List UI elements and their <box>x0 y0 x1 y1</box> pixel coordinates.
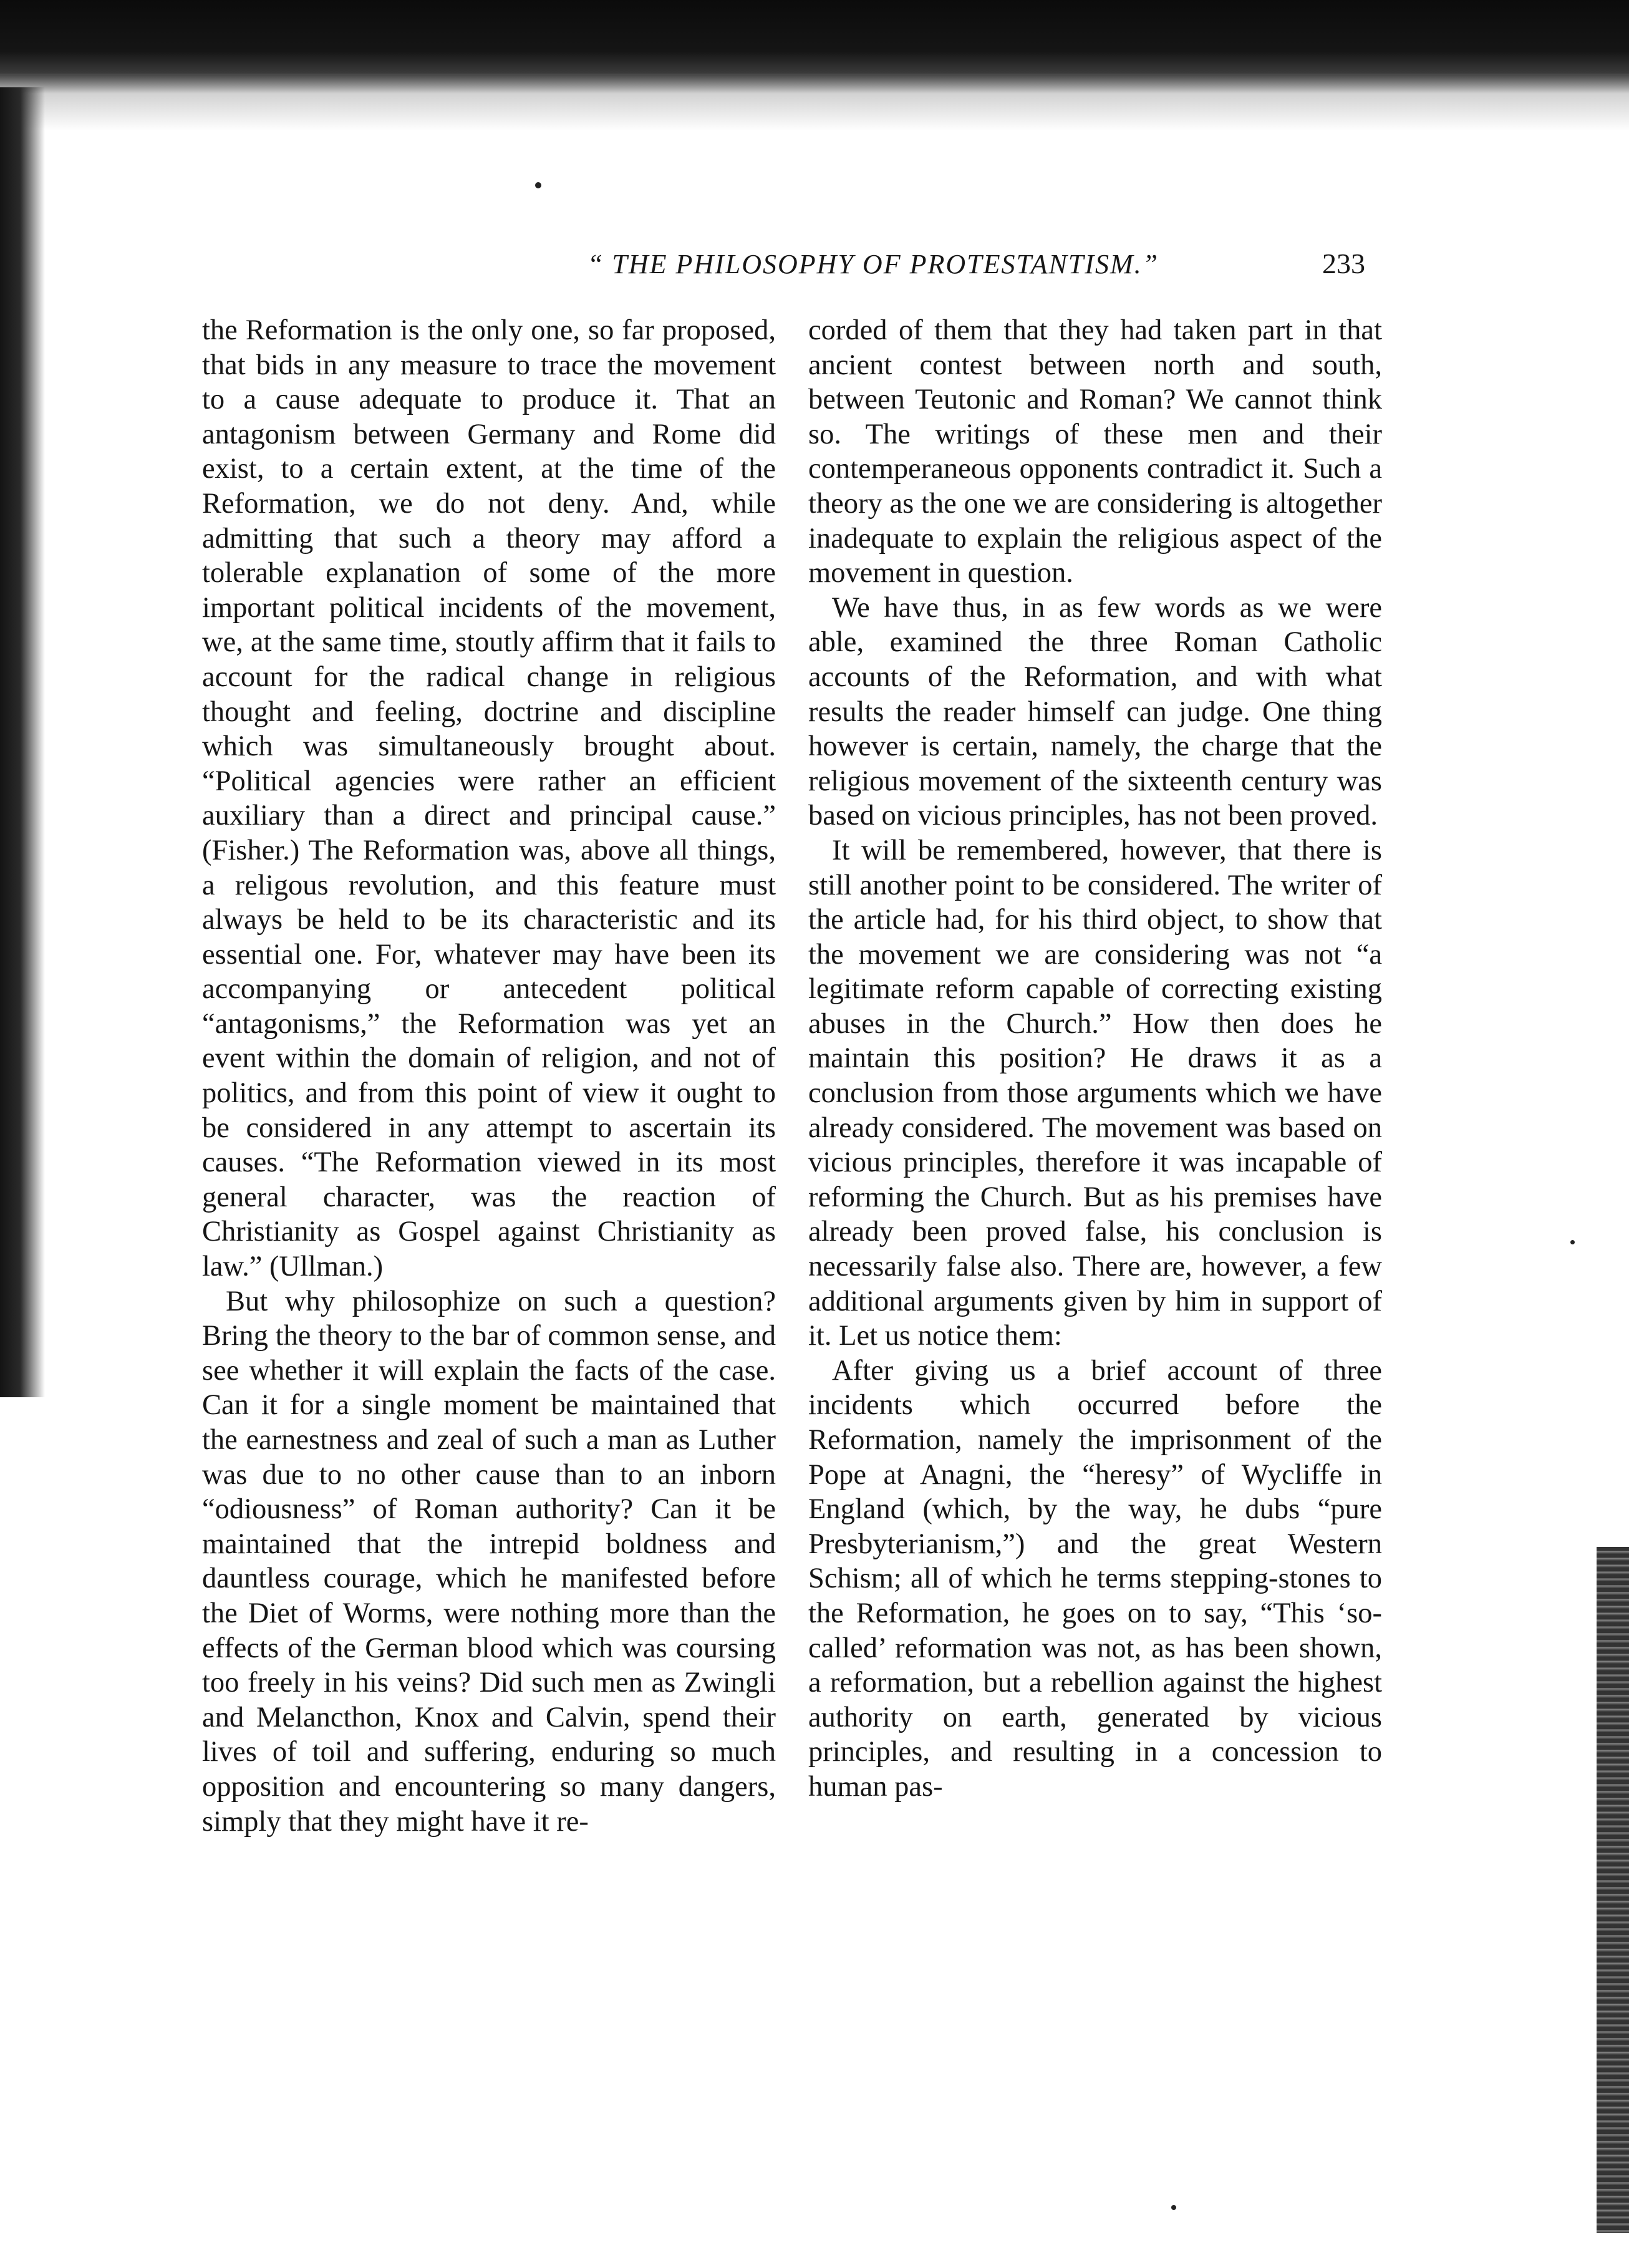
paragraph: the Reformation is the only one, so far proposed, that bids in any measure to trace the movement to a cause adequate to produce it. That an antagonism between Germany and Rome did exist, to a certain extent, at the time of the Reformation, we do not deny. And, while admitting that such a theory may afford a tolerable explanation of some of the more important political incidents of the movement, we, at the same time, stoutly affirm that it fails to account for the radical change in religious thought and feeling, doctrine and discipline which was simultaneously brought about. “Political agencies were rather an efficient auxiliary than a direct and principal cause.” (Fisher.) The Reformation was, above all things, a religous revolution, and this feature must always be held to be its characteristic and its essential one. For, whatever may have been its accompanying or antecedent political “antagonisms,” the Reformation was yet an event within the domain of religion, and not of politics, and from this point of view it ought to be considered in any attempt to ascertain its causes. “The Reformation viewed in its most general character, was the reaction of Christianity as Gospel against Christianity as law.” (Ullman.) <box>202 314 776 1283</box>
paragraph: It will be remembered, however, that there is still another point to be considered. The writer of the article had, for his third object, to show that the movement we are considering was not “a legitimate reform capable of correcting existing abuses in the Church.” How then does he maintain this position? He draws it as a conclusion from those arguments which we have already considered. The movement was based on vicious principles, therefore it was incapable of reforming the Church. But as his premises have already been proved false, his conclusion is necessarily false also. There are, however, a few additional arguments given by him in support of it. Let us notice them: <box>808 834 1382 1352</box>
scan-shadow-fade <box>0 75 1629 131</box>
text-column-right <box>808 313 1382 1805</box>
scan-speck <box>1570 1240 1575 1244</box>
running-head: “ THE PHILOSOPHY OF PROTESTANTISM.” <box>587 249 1159 279</box>
paragraph: After giving us a brief account of three incidents which occurred before the Reformation, namely the imprisonment of the Pope at Anagni, the “heresy” of Wycliffe in England (which, by the way, he dubs “pure Presbyterianism,”) and the great Western Schism; all of which he terms stepping-stones to the Reformation, he goes on to say, “This ‘so-called’ reformation was not, as has been shown, a reformation, but a rebellion against the highest authority on earth, generated by vicious principles, and resulting in a concession to human pas- <box>808 1354 1382 1803</box>
scan-shadow-right <box>1597 1547 1629 2233</box>
scan-speck <box>535 182 541 188</box>
paragraph: We have thus, in as few words as we were able, examined the three Roman Catholic accounts of the Reformation, and with what results the reader himself can judge. One thing however is certain, namely, the charge that the religious movement of the sixteenth century was based on vicious principles, has not been proved. <box>808 591 1382 832</box>
paragraph: corded of them that they had taken part in that ancient contest between north and south, between Teutonic and Roman? We cannot think so. The writings of these men and their contemperaneous opponents contradict it. Such a theory as the one we are considering is altogether inadequate to explain the religious aspect of the movement in question. <box>808 314 1382 589</box>
text-column-left <box>202 313 776 1839</box>
paragraph: But why philosophize on such a question? Bring the theory to the bar of common sense, and see whether it will explain the facts of the case. Can it for a single moment be maintained that the earnestness and zeal of such a man as Luther was due to no other cause than to an inborn “odiousness” of Roman authority? Can it be maintained that the intrepid boldness and dauntless courage, which he manifested before the Diet of Worms, were nothing more than the effects of the German blood which was coursing too freely in his veins? Did such men as Zwingli and Melancthon, Knox and Calvin, spend their lives of toil and suffering, enduring so much opposition and encountering so many dangers, simply that they might have it re- <box>202 1285 776 1838</box>
scan-speck <box>1171 2205 1176 2210</box>
page-number: 233 <box>1322 248 1365 279</box>
scan-shadow-left <box>0 87 45 1397</box>
